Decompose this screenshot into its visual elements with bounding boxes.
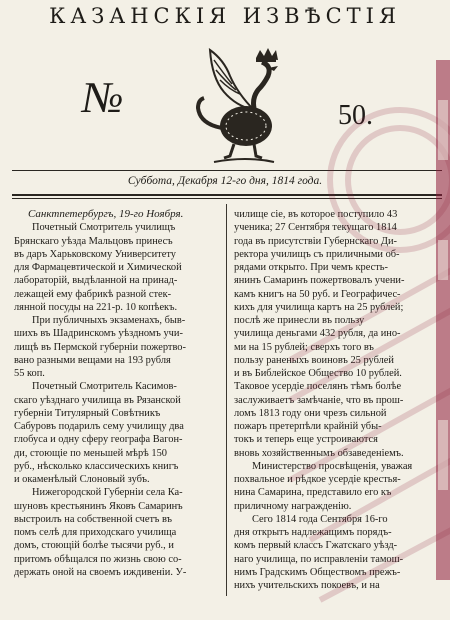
right-column — [234, 208, 442, 592]
text-line: глобуса и одну сферу географа Вагон- — [14, 434, 183, 446]
text-line: камъ книгъ на 50 руб. и Географичес- — [234, 288, 401, 300]
text-line: нимъ Градскимъ Обществомъ прежъ- — [234, 566, 401, 578]
text-line: Таковое усердіе поселянъ тѣмъ болѣе — [234, 381, 402, 393]
text-line: вновь хозяйственнымъ обзаведеніемъ. — [234, 447, 404, 459]
text-line: Брянскаго уѣзда Мальцовъ принесъ — [14, 235, 173, 247]
text-line: рядами открыто. При чемъ кресть- — [234, 262, 388, 273]
header-rule — [12, 170, 442, 171]
text-line: Министерство просвѣщенія, уважая — [252, 460, 413, 472]
text-line: лищѣ въ Пермской губерніи пожертво- — [14, 341, 186, 353]
column-divider — [226, 204, 227, 596]
text-line: пользу раненыхъ воиновъ 25 рублей — [234, 354, 394, 366]
text-line: Почетный Смотритель Касимов- — [32, 381, 177, 393]
text-line: училища деньгами 432 рубля, да ино- — [234, 328, 401, 340]
text-line: пожаръ претерпѣли крайній убы- — [234, 421, 382, 432]
text-line: руб., нѣсколько классическихъ книгъ — [14, 460, 179, 472]
text-line: и въ Библейское Общество 10 рублей. — [234, 368, 402, 379]
masthead-title: КАЗАНСКІЯ ИЗВѢСТІЯ — [49, 4, 401, 28]
text-line: губерніи Титулярный Совѣтникъ — [14, 407, 161, 419]
dragon-emblem-icon — [188, 40, 288, 170]
text-line: ректора училищъ съ приличными об- — [234, 248, 400, 260]
article-dateline: Санктпетербургъ, 19-го Ноября. — [28, 208, 184, 220]
text-line: и окаменѣлый Слоновый зубъ. — [14, 474, 150, 485]
text-line: дня открытъ надлежащимъ порядъ- — [234, 527, 392, 538]
text-line: чилище сіе, въ которое поступило 43 — [234, 209, 398, 220]
text-line: 55 коп. — [14, 368, 45, 379]
text-line: кихъ для училища картъ на 25 рублей; — [234, 301, 404, 313]
text-line: Почетный Смотритель училищъ — [32, 222, 176, 234]
text-line: въ даръ Харьковскому Университету — [14, 248, 176, 260]
text-line: ди, стоющіе по меньшей мѣрѣ 150 — [14, 447, 167, 459]
text-line: шуновъ крестьянинъ Яковъ Самаринъ — [14, 500, 183, 512]
text-line: ученика; 27 Сентября текущаго 1814 — [234, 222, 397, 234]
text-line: нихъ учительскихъ покоевъ, и на — [234, 580, 380, 591]
text-line: вано разными вещами на 193 рубля — [14, 354, 171, 366]
text-line: заслуживаетъ замѣчаніе, что въ прош- — [234, 394, 404, 406]
text-line: При публичныхъ экзаменахъ, быв- — [32, 315, 186, 326]
text-line: выстроилъ на собственной счетъ въ — [14, 513, 172, 525]
text-line: похвальное и рѣдкое усердіе крестья- — [234, 474, 401, 485]
text-line: наго училища, по исправленіи тамош- — [234, 553, 404, 565]
text-line: скаго уѣзднаго училища въ Рязанской — [14, 394, 181, 406]
text-line: шихъ въ Шадринскомъ уѣздномъ учи- — [14, 328, 183, 340]
text-line: притомъ обѣщался по жизнь свою со- — [14, 553, 182, 565]
issue-number-mark: № — [82, 73, 122, 122]
left-column — [14, 208, 222, 579]
edge-stamp-icon — [428, 60, 450, 580]
text-line: Нижегородской Губерніи села Ка- — [32, 487, 183, 499]
text-line: янинъ Самаринъ пожертвовалъ учени- — [234, 275, 405, 287]
text-line: ми на 15 рублей; сверхъ того въ — [234, 341, 374, 353]
text-line: послѣ же принесли въ пользу — [234, 315, 365, 326]
text-line: Сабуровъ подарилъ сему училищу два — [14, 421, 184, 432]
date-rule-top — [12, 194, 442, 196]
text-line: приличному награжденію. — [234, 500, 352, 512]
date-rule-bottom — [12, 198, 442, 199]
text-line: держать оной на своемъ иждивеніи. У- — [14, 566, 187, 578]
text-line: года въ присутствіи Губернскаго Ди- — [234, 235, 397, 247]
text-line: лежащей ему фабрикѣ разной стек- — [14, 288, 172, 300]
issue-date-line: Суббота, Декабря 12-го дня, 1814 года. — [127, 175, 323, 187]
text-line: лабораторій, выдѣланной на принад- — [14, 275, 178, 287]
text-line: для Фармацевтической и Химической — [14, 262, 182, 273]
text-line: ломъ 1813 году они чрезъ сильной — [234, 407, 387, 419]
text-line: нина Самарина, представило его къ — [234, 487, 392, 499]
text-line: помъ селѣ для приходскаго училища — [14, 527, 177, 538]
text-line: лянной посуды на 221-р. 10 копѣекъ. — [14, 301, 178, 313]
text-line: домъ, стоющій болѣе тысячи руб., и — [14, 540, 174, 552]
text-line: токъ и теперь еще устроиваются — [234, 434, 378, 446]
text-line: комъ первый классъ Гжатскаго уѣзд- — [234, 540, 398, 552]
text-line: Сего 1814 года Сентября 16-го — [252, 513, 388, 525]
issue-number: 50. — [338, 100, 373, 131]
